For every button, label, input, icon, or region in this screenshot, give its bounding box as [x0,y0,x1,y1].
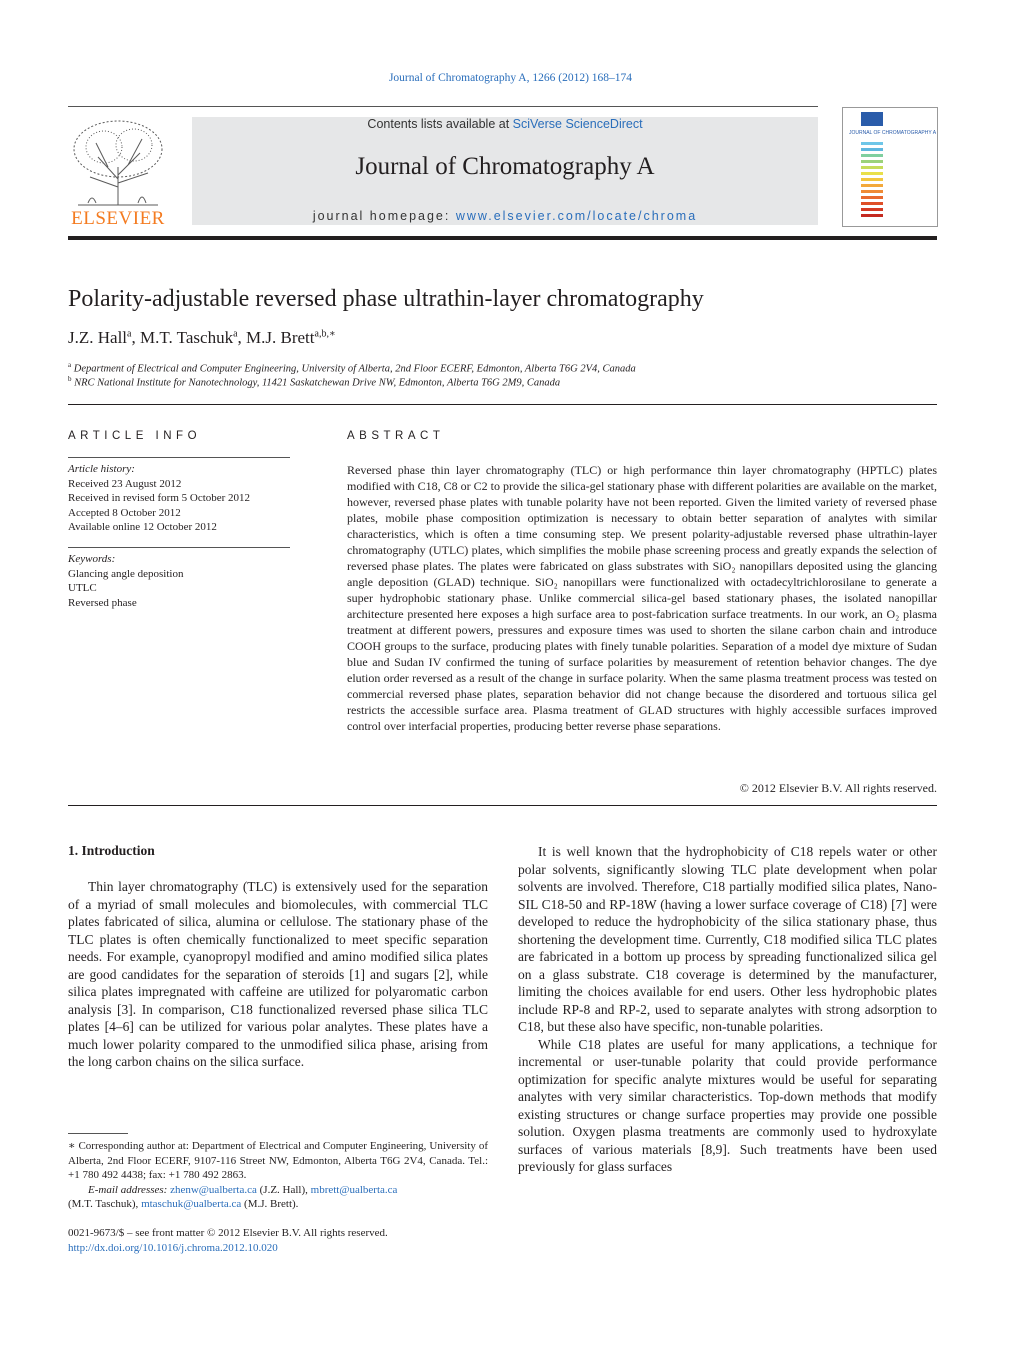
corresponding-author-text: ∗ Corresponding author at: Department of Electrical and Computer Engineering, University of Alberta, 2nd Floor ECERF, 9107-116 Street NW, Edmonton, Alberta T6G 2V4, Canada. Tel.: +1 780 492 4438; fax: +1 780 492 2863. [68,1140,488,1181]
email-owner: (M.T. Taschuk), [68,1198,142,1210]
cover-stripe [861,202,883,205]
article-title: Polarity-adjustable reversed phase ultrathin-layer chromatography [68,286,704,312]
article-info-heading: ARTICLE INFO [68,430,202,442]
cover-stripe [861,154,883,157]
abstract-text: Reversed phase thin layer chromatography (TLC) or high performance thin layer chromatography (HPTLC) plates modified with C18, C8 or C2 to provide the silica-gel stationary phase with different polarities are available on the market, however, reversed phase plates with tunable polarity have not been reported. Given the limited variety of reversed phase plates, mobile phase composition optimization is necessary to obtain better separation of analytes with similar characteristics, which is often a time consuming step. We present polarity-adjustable reversed phase ultrathin-layer chromatography (UTLC) plates, which simplifies the mobile phase screening process and greatly expands the selection of reversed phase plates. The plates were fabricated on glass substrates with SiO₂ nanopillars deposited using the glancing angle deposition (GLAD) technique. SiO₂ nanopillars were functionalized with octadecyltrichlorosilane to generate a super hydrophobic stationary phase. Unlike commercial silica-gel based stationary phases, the isolated nanopillar architecture presented here exposes a high surface area to post-fabrication surface treatments. In our work, an O₂ plasma treatment at different powers, pressures and exposure times was used to shorten the silane carbon chain and introduce COOH groups to the surface, producing plates with finely tunable polarities. Separation of a model dye mixture of Sudan blue and Sudan IV confirmed the tuning of surface polarities by measurement of retention behavior changes. The dye elution order reversed as a result of the change in surface polarity. When the same plasma treatment process was tested on commercial reversed phase plates, separation behavior did not change because the disordered and tortuous silica gel restricts the accessible surface area. Plasma treatment of GLAD structures with highly accessible surfaces improved control over interfacial properties, producing better reverse phase separations. [347,463,937,733]
cover-title: JOURNAL OF CHROMATOGRAPHY A [849,130,937,136]
affiliation-a [68,361,636,375]
email-link[interactable]: mbrett@ualberta.ca [310,1183,398,1196]
affiliation-text: NRC National Institute for Nanotechnology, 11421 Saskatchewan Drive NW, Edmonton, Alberta T6G 2M9, Canada [74,377,561,389]
author-separator: , [237,328,247,347]
author-affil-mark[interactable]: a [233,328,238,340]
contents-prefix: Contents lists available at [367,117,513,131]
cover-stripe [861,208,883,211]
history-item: Available online 12 October 2012 [68,521,217,533]
cover-stripe [861,148,883,151]
header-rule [68,106,818,107]
article-info-rule [68,457,290,458]
intro-paragraph: Thin layer chromatography (TLC) is extensively used for the separation of a myriad of small molecules and biomolecules, with commercial TLC plates fabricated of silica, alumina or cellulose. The stationary phase of the TLC plates is often chemically functionalized to meet specific separation needs. For example, cyanopropyl modified and amino modified silica plates are good candidates for the separation of steroids [1] and sugars [2], while silica plates impregnated with caffeine are utilized for polyaromatic carbon analysis [3]. In comparison, C18 functionalized reversed phase silica TLC plates [4–6] can be utilized for various polar analytes. These plates have a much lower polarity compared to the unmodified silica phase, arising from the long carbon chains on the silica surface. [68,879,488,1069]
intro-paragraph: It is well known that the hydrophobicity of C18 repels water or other polar solvents, significantly slowing TLC plate development when polar solvents are involved. Therefore, C18 partially modified silica plates, Nano-SIL C18-50 and RP-18W (having a lower surface coverage of C18) [7] were developed to reduce the hydrophobicity of the silica stationary phase, thus shortening the development time. Currently, C18 modified silica TLC plates are fabricated in a bottom up process by spreading functionalized silica gel on a glass substrate. C18 coverage is determined by the manufacturer, limiting the choices available for end users. Other less hydrophobic plates include RP-8 and RP-2, used to separate analytes with strong adsorption to C18, but these also have specific, non-tunable polarities. [518,844,937,1034]
journal-cover-thumbnail [842,107,938,227]
cover-stripe [861,214,883,217]
front-matter [68,1226,488,1256]
email-line [68,1183,488,1198]
keyword: UTLC [68,582,97,594]
author-affil-mark[interactable]: a,b,∗ [314,328,336,340]
affiliation-b [68,375,560,389]
issn-line: 0021-9673/$ – see front matter © 2012 Elsevier B.V. All rights reserved. [68,1227,388,1239]
author-separator: , [131,328,140,347]
affiliation-text: Department of Electrical and Computer Engineering, University of Alberta, 2nd Floor ECERF, Edmonton, Alberta T6G 2V4, Canada [73,363,636,375]
email-link[interactable]: zhenw@ualberta.ca [170,1183,257,1196]
email-owner: (J.Z. Hall), [256,1183,311,1196]
email-line [68,1197,488,1212]
cover-stripe [861,142,883,145]
cover-stripe [861,178,883,181]
sciencedirect-link[interactable]: SciVerse ScienceDirect [512,117,643,131]
article-history [68,462,298,535]
email-link[interactable]: mtaschuk@ualberta.ca [141,1198,242,1210]
cover-stripe [861,166,883,169]
intro-left-column [68,878,488,1071]
keywords-rule [68,547,290,548]
cover-stripe [861,190,883,193]
cover-stripe [861,160,883,163]
history-item: Received 23 August 2012 [68,477,182,490]
intro-paragraph: While C18 plates are useful for many applications, a technique for incremental or user-tunable polarity that could provide performance optimization for specific analyte mixtures would be useful for separating analytes with very similar characteristics. Top-down methods that modify existing structures or change surface properties may provide one possible solution. Oxygen plasma treatments are commonly used to hydroxylate surfaces of various materials [8,9]. Such treatments have been used previously for glass surfaces [518,1036,937,1174]
abstract-rule [68,805,937,806]
corresponding-author-footnote [68,1139,488,1212]
affiliation-rule [68,404,937,405]
keywords-block [68,552,298,610]
keywords-label: Keywords: [68,553,116,565]
abstract-heading: ABSTRACT [347,430,445,442]
cover-stripe [861,172,883,175]
contents-line [192,117,818,131]
affiliation-mark: a [68,361,72,369]
homepage-line [192,209,818,223]
journal-banner [192,117,818,225]
author-name: M.J. Brett [246,328,315,347]
author-list [68,328,336,348]
header-thick-rule [68,236,937,240]
journal-title: Journal of Chromatography A [355,153,655,180]
history-item: Received in revised form 5 October 2012 [68,492,251,504]
keyword: Glancing angle deposition [68,567,184,580]
cover-header-block [861,112,883,126]
homepage-prefix: journal homepage: [312,209,456,223]
cover-stripe [861,196,883,199]
history-item: Accepted 8 October 2012 [68,506,181,519]
email-label: E-mail addresses: [88,1183,171,1196]
intro-right-column [518,843,937,1176]
doi-link[interactable]: http://dx.doi.org/10.1016/j.chroma.2012.10.020 [68,1242,278,1254]
history-label: Article history: [68,463,135,475]
email-owner: (M.J. Brett). [241,1198,299,1210]
elsevier-wordmark: ELSEVIER [71,208,165,229]
author-affil-mark[interactable]: a [127,328,132,340]
footnote-rule [68,1133,128,1134]
author-name: M.T. Taschuk [139,328,234,347]
affiliation-mark: b [68,375,72,383]
keyword: Reversed phase [68,596,137,609]
section-heading-introduction: 1. Introduction [68,843,155,858]
abstract-copyright: © 2012 Elsevier B.V. All rights reserved. [739,781,937,795]
author-name: J.Z. Hall [68,328,128,347]
cover-stripe [861,184,883,187]
journal-citation[interactable]: Journal of Chromatography A, 1266 (2012) 168–174 [388,72,633,84]
homepage-link[interactable]: www.elsevier.com/locate/chroma [455,209,698,223]
